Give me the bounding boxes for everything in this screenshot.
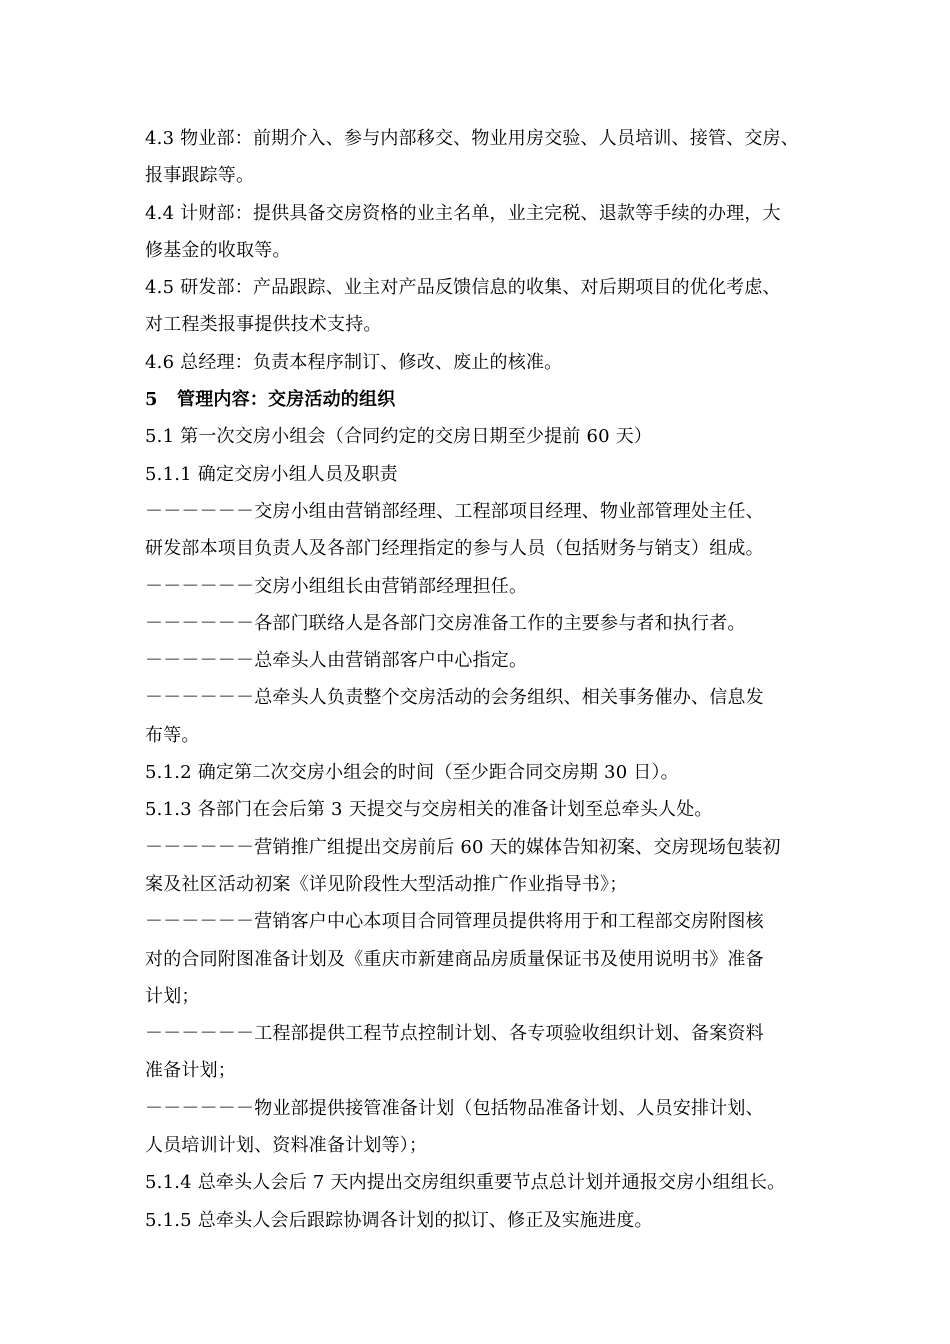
text-line: 对工程类报事提供技术支持。 xyxy=(145,314,382,336)
text-line: 计划； xyxy=(145,985,200,1007)
text-line: 研发部本项目负责人及各部门经理指定的参与人员（包括财务与销支）组成。 xyxy=(145,538,764,560)
text-line: 4.4 计财部：提供具备交房资格的业主名单，业主完税、退款等手续的办理，大 xyxy=(145,202,781,224)
text-line: －－－－－－交房小组由营销部经理、工程部项目经理、物业部管理处主任、 xyxy=(145,500,764,522)
text-line: 5.1.4 总牵头人会后 7 天内提出交房组织重要节点总计划并通报交房小组组长。 xyxy=(145,1172,786,1194)
section-heading xyxy=(145,381,825,418)
text-line: －－－－－－营销推广组提出交房前后 60 天的媒体告知初案、交房现场包装初 xyxy=(145,836,781,858)
text-line: 4.6 总经理：负责本程序制订、修改、废止的核准。 xyxy=(145,351,563,373)
section-number: 5 xyxy=(145,389,158,411)
text-line: 案及社区活动初案《详见阶段性大型活动推广作业指导书》； xyxy=(145,873,628,895)
text-line: －－－－－－各部门联络人是各部门交房准备工作的主要参与者和执行者。 xyxy=(145,612,746,634)
text-line: 布等。 xyxy=(145,724,200,746)
text-line: －－－－－－总牵头人负责整个交房活动的会务组织、相关事务催办、信息发 xyxy=(145,687,764,709)
text-line: 4.5 研发部：产品跟踪、业主对产品反馈信息的收集、对后期项目的优化考虑、 xyxy=(145,277,781,299)
text-line: －－－－－－物业部提供接管准备计划（包括物品准备计划、人员安排计划、 xyxy=(145,1097,764,1119)
text-line: 5.1 第一次交房小组会（合同约定的交房日期至少提前 60 天） xyxy=(145,426,653,448)
text-line: 对的合同附图准备计划及《重庆市新建商品房质量保证书及使用说明书》准备 xyxy=(145,948,764,970)
text-line: －－－－－－总牵头人由营销部客户中心指定。 xyxy=(145,650,528,672)
section-title: 管理内容：交房活动的组织 xyxy=(177,389,396,411)
text-line: 5.1.3 各部门在会后第 3 天提交与交房相关的准备计划至总牵头人处。 xyxy=(145,799,713,821)
text-line: 准备计划； xyxy=(145,1060,236,1082)
text-line: －－－－－－营销客户中心本项目合同管理员提供将用于和工程部交房附图核 xyxy=(145,911,764,933)
text-line: 修基金的收取等。 xyxy=(145,239,291,261)
text-line: －－－－－－工程部提供工程节点控制计划、各专项验收组织计划、备案资料 xyxy=(145,1023,764,1045)
text-line: 5.1.1 确定交房小组人员及职责 xyxy=(145,463,398,485)
document-body xyxy=(145,120,825,1239)
text-line: 5.1.5 总牵头人会后跟踪协调各计划的拟订、修正及实施进度。 xyxy=(145,1209,653,1231)
text-line: 5.1.2 确定第二次交房小组会的时间（至少距合同交房期 30 日）。 xyxy=(145,762,679,784)
text-line: －－－－－－交房小组组长由营销部经理担任。 xyxy=(145,575,528,597)
text-line: 人员培训计划、资料准备计划等）； xyxy=(145,1135,428,1157)
text-line: 报事跟踪等。 xyxy=(145,165,255,187)
text-line: 4.3 物业部：前期介入、参与内部移交、物业用房交验、人员培训、接管、交房、 xyxy=(145,128,799,149)
